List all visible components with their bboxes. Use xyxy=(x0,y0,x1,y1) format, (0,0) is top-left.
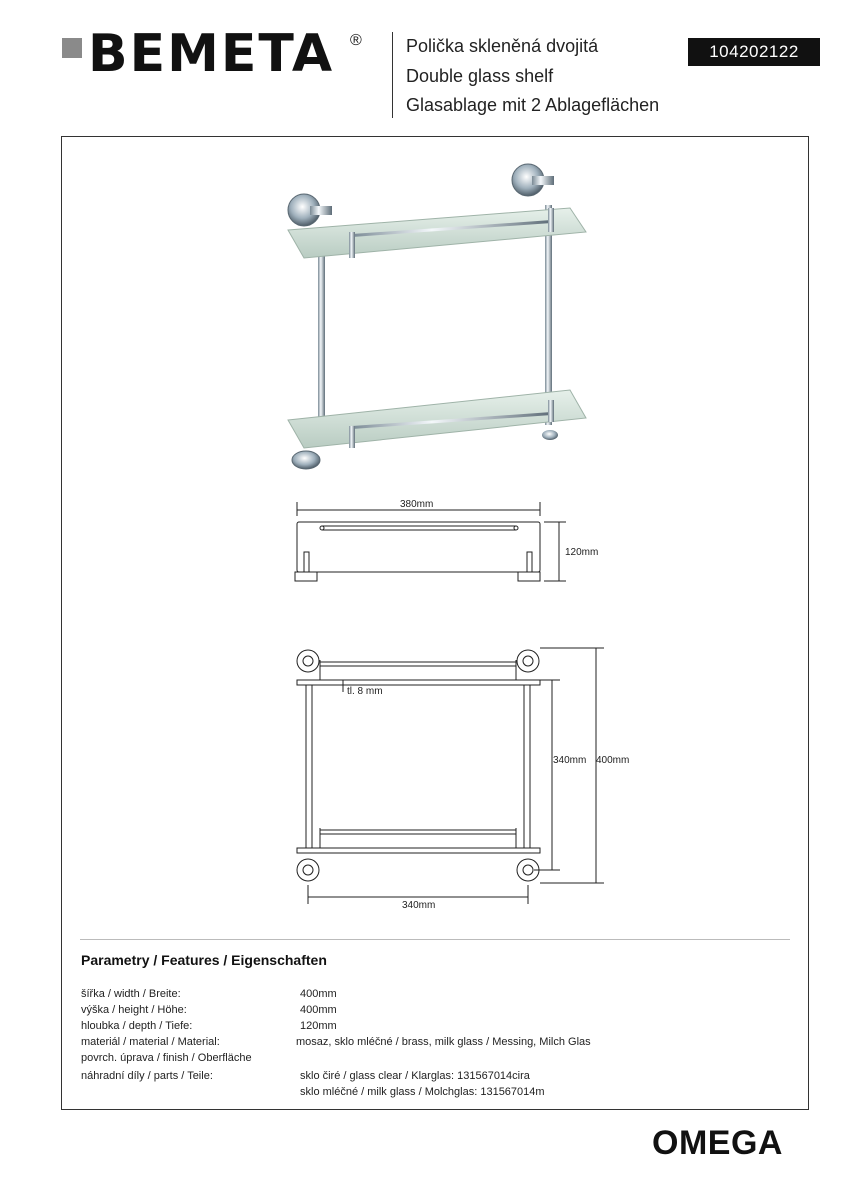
spec-label: materiál / material / Material: xyxy=(81,1036,220,1048)
spec-value: 120mm xyxy=(300,1020,337,1032)
dim-total-height: 400mm xyxy=(596,755,630,766)
spec-value: 400mm xyxy=(300,988,337,1000)
spec-label: šířka / width / Breite: xyxy=(81,988,181,1000)
title-de: Glasablage mit 2 Ablageflächen xyxy=(406,95,660,115)
features-divider xyxy=(80,939,790,940)
features-heading: Parametry / Features / Eigenschaften xyxy=(81,952,327,968)
spec-value: mosaz, sklo mléčné / brass, milk glass / Messing, Milch Glas xyxy=(296,1036,591,1048)
spec-value: sklo mléčné / milk glass / Molchglas: 131567014m xyxy=(300,1086,545,1098)
title-en: Double glass shelf xyxy=(406,66,554,86)
spec-label: výška / height / Höhe: xyxy=(81,1004,187,1016)
dim-inner-height: 340mm xyxy=(553,755,587,766)
spec-value: sklo čiré / glass clear / Klarglas: 131567014cira xyxy=(300,1070,530,1082)
registered-mark: ® xyxy=(350,32,362,49)
spec-label: povrch. úprava / finish / Oberfläche xyxy=(81,1052,252,1064)
series-name: OMEGA xyxy=(652,1124,783,1162)
dim-top-depth: 120mm xyxy=(565,547,599,558)
spec-value: 400mm xyxy=(300,1004,337,1016)
title-cz: Polička skleněná dvojitá xyxy=(406,36,599,56)
dim-top-width: 380mm xyxy=(400,499,434,510)
spec-label: náhradní díly / parts / Teile: xyxy=(81,1070,213,1082)
dim-glass-thickness: tl. 8 mm xyxy=(347,686,383,697)
product-code-badge: 104202122 xyxy=(688,38,820,66)
dim-inner-width: 340mm xyxy=(402,900,436,911)
spec-label: hloubka / depth / Tiefe: xyxy=(81,1020,193,1032)
brand-logo: BEMETA xyxy=(88,24,335,84)
